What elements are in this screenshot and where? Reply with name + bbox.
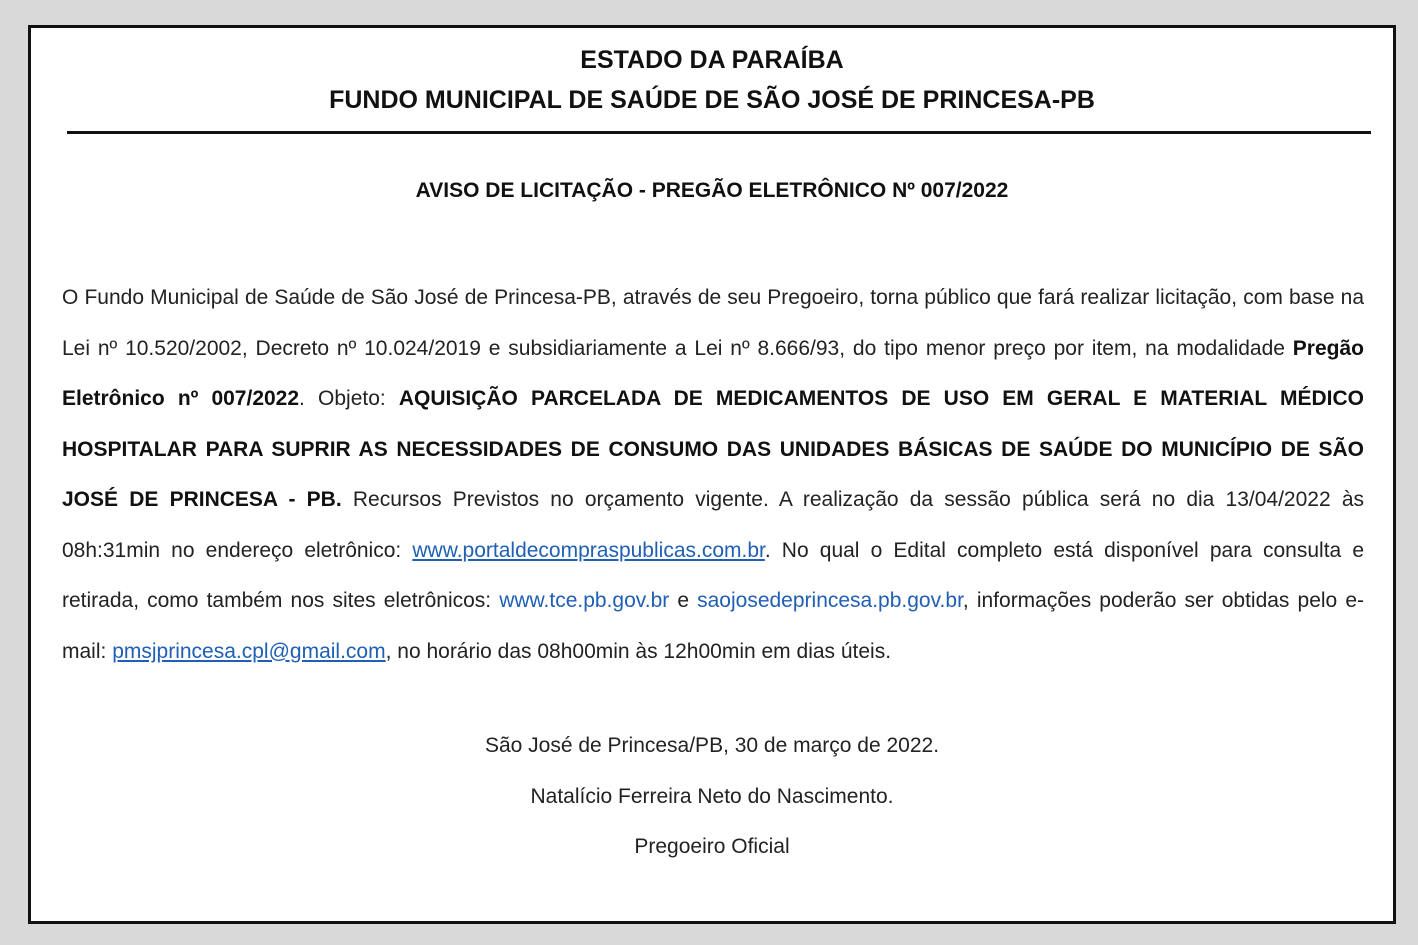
signer-role: Pregoeiro Oficial <box>634 835 790 858</box>
notice-box <box>28 25 1396 924</box>
signer-name: Natalício Ferreira Neto do Nascimento. <box>530 785 894 808</box>
body-text-hours: , no horário das 08h00min às 12h00min em dias úteis. <box>385 639 892 663</box>
notice-title: AVISO DE LICITAÇÃO - PREGÃO ELETRÔNICO Nº 007/2022 <box>415 179 1009 202</box>
body-text-and: e <box>669 589 698 612</box>
body-text-session: Recursos Previstos no orçamento vigente. A realização da sessão pública será no dia 13/04/2022 às 08h:31min no endereço eletrônico: <box>62 488 1364 562</box>
fund-title: FUNDO MUNICIPAL DE SAÚDE DE SÃO JOSÉ DE PRINCESA-PB <box>329 86 1095 114</box>
body-text-email-label: , informações poderão ser obtidas pelo e-mail: <box>62 589 1364 663</box>
object-text: AQUISIÇÃO PARCELADA DE MEDICAMENTOS DE USO EM GERAL E MATERIAL MÉDICO HOSPITALAR PARA SUPRIR AS NECESSIDADES DE CONSUMO DAS UNIDADES BÁSICAS DE SAÚDE DO MUNICÍPIO DE SÃO JOSÉ DE PRINCESA - PB. <box>62 387 1364 511</box>
tce-link[interactable]: www.tce.pb.gov.br <box>499 589 670 612</box>
state-title: ESTADO DA PARAÍBA <box>580 46 844 74</box>
header-divider <box>67 131 1371 134</box>
body-text-object-label: . Objeto: <box>299 387 399 410</box>
body-text-edital: . No qual o Edital completo está disponível para consulta e retirada, como também nos sites eletrônicos: <box>62 538 1364 612</box>
date-line: São José de Princesa/PB, 30 de março de 2022. <box>484 734 940 757</box>
notice-body <box>62 273 1364 677</box>
modality-text: Pregão Eletrônico nº 007/2022 <box>62 336 1364 410</box>
city-site-link[interactable]: saojosedeprincesa.pb.gov.br <box>697 589 963 612</box>
portal-link[interactable]: www.portaldecompraspublicas.com.br <box>412 538 765 562</box>
email-link[interactable]: pmsjprincesa.cpl@gmail.com <box>112 639 386 663</box>
body-text-intro: O Fundo Municipal de Saúde de São José de Princesa-PB, através de seu Pregoeiro, torna público que fará realizar licitação, com base na Lei nº 10.520/2002, Decreto nº 10.024/2019 e subsidiariamente a Lei nº 8.666/93, do tipo menor preço por item, na modalidade <box>62 286 1364 360</box>
